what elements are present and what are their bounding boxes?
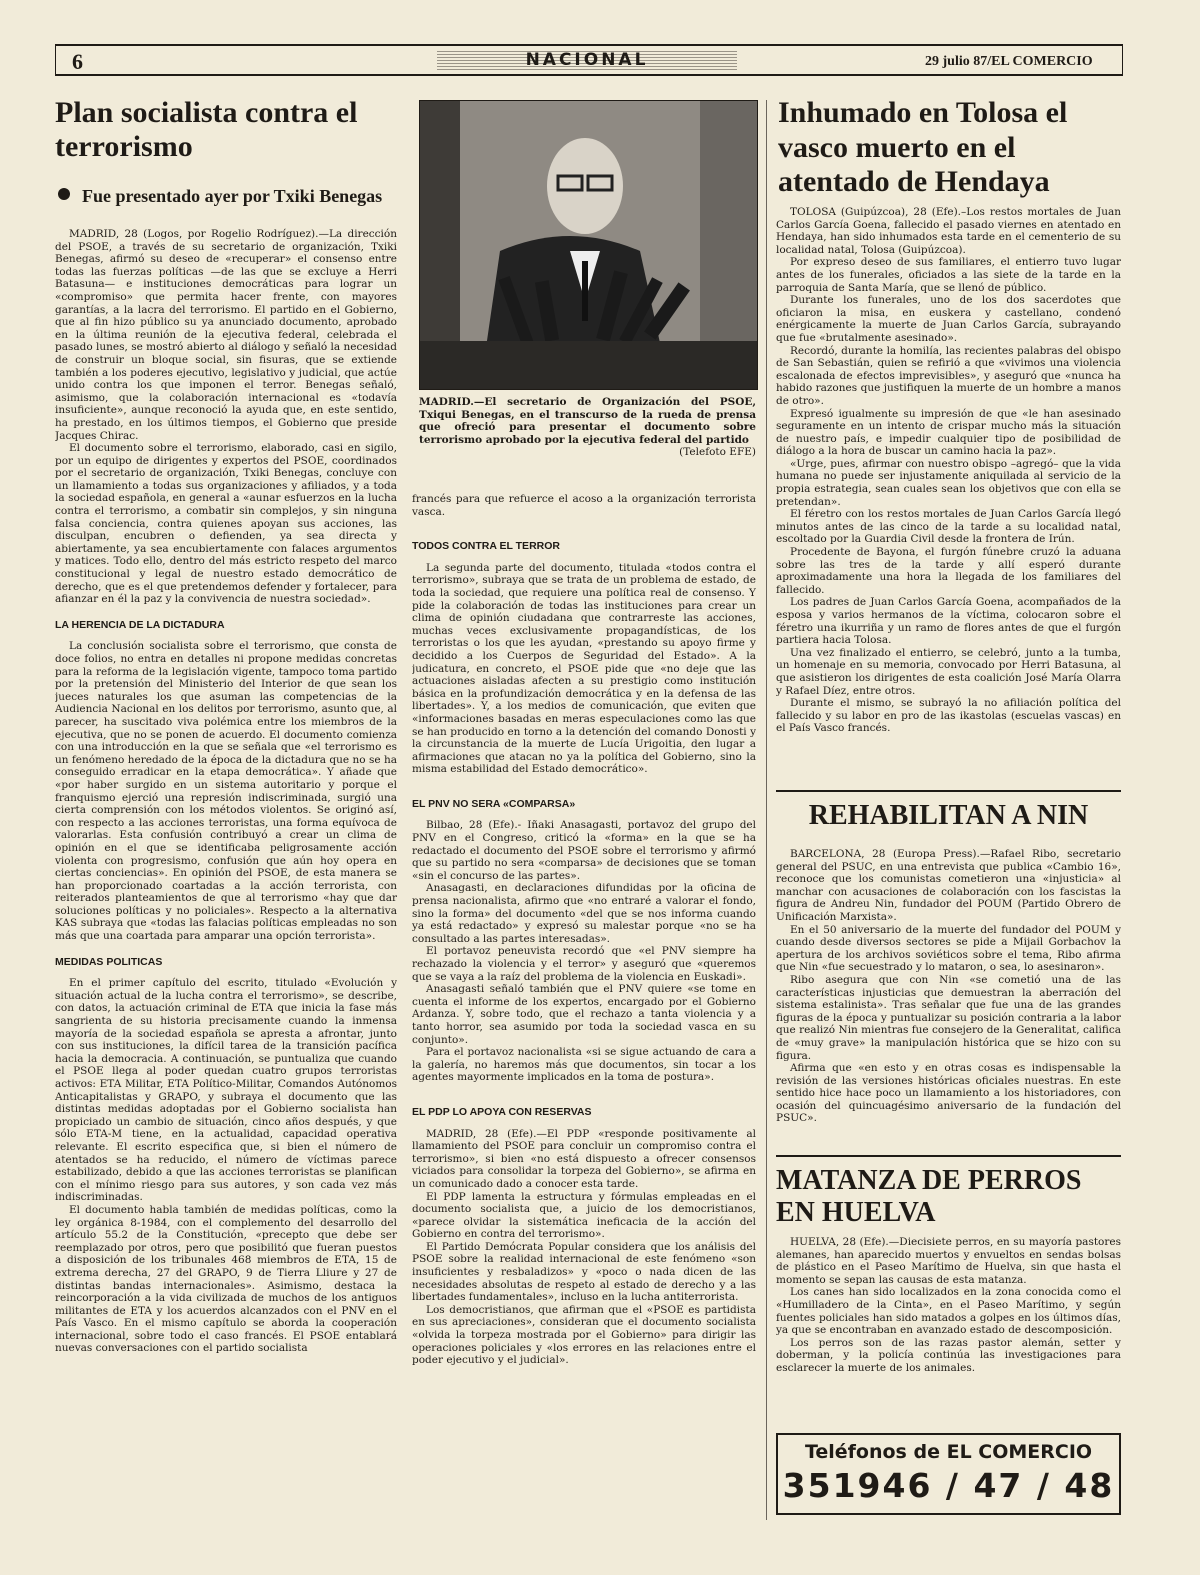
- subheading-todos: TODOS CONTRA EL TERROR: [412, 540, 560, 553]
- paragraph: Procedente de Bayona, el furgón fúnebre cruzó la aduana sobre las tres de la tarde y allí esperó durante aproximadamente una hora la llegada de los familiares del fallecido.: [776, 546, 1121, 596]
- phone-number: 351946 / 47 / 48: [782, 1466, 1115, 1505]
- section-label: NACIONAL: [437, 50, 737, 70]
- paragraph: Recordó, durante la homilía, las recientes palabras del obispo de San Sebastián, quien se refirió a que «vivimos una violencia escalonada de efectos imprevisibles», y aseguró que «nunca ha habido razones que justifiquen la muerte de un hombre a manos de otro».: [776, 344, 1121, 407]
- press-conference-photo: [419, 100, 758, 390]
- inhumado-headline: Inhumado en Tolosa el vasco muerto en el atentado de Hendaya: [778, 96, 1068, 198]
- photo-illustration: [420, 101, 757, 389]
- main-headline: Plan socialista contra el terrorismo: [55, 96, 358, 163]
- paragraph: MADRID, 28 (Efe).—El PDP «responde positivamente al llamamiento del PSOE para concluir un compromiso contra el terrorismo», si bien «no está dispuesto a ofrecer consensos viciados para consolidar la torpeza del Gobierno», se afirma en un comunicado dado a conocer esta tarde.: [412, 1127, 756, 1190]
- paragraph: Anasagasti señaló también que el PNV quiere «se tome en cuenta el informe de los expertos, encargado por el Gobierno Ardanza. Y, sobre todo, que el rechazo a tanta violencia y a tanto horror, sea asumido por toda la sociedad vasca en su conjunto».: [412, 983, 756, 1046]
- paragraph: Los democristianos, que afirman que el «PSOE es partidista en sus apreciaciones», consideran que el documento socialista «olvida la torpeza mostrada por el Gobierno» para dirigir las operaciones policiales y «los errores en las relaciones entre el poder ejecutivo y el judicial».: [412, 1303, 756, 1367]
- paragraph: Para el portavoz nacionalista «si se sigue actuando de cara a la galería, no haremos más que documentos, sin tocar a los agentes mayormente implicados en la toma de postura».: [412, 1046, 756, 1084]
- paragraph: BARCELONA, 28 (Europa Press).—Rafael Ribo, secretario general del PSUC, en una entrevista que publica «Cambio 16», reconoce que los comunistas cometieron una «injusticia» al manchar con acusaciones de colaboración con los fascistas la figura de Andreu Nin, fundador del POUM (Partido Obrero de Unificación Marxista».: [776, 848, 1121, 923]
- paragraph: Expresó igualmente su impresión de que «le han asesinado seguramente en un intento de crispar mucho más la situación de nuestro país, e impedir cualquier tipo de posibilidad de diálogo a la hora de buscar un camino hacia la paz».: [776, 407, 1121, 458]
- nin-headline: REHABILITAN A NIN: [808, 800, 1089, 831]
- nin-article: [776, 848, 1121, 1150]
- paragraph: HUELVA, 28 (Efe).—Diecisiete perros, en su mayoría pastores alemanes, han aparecido muertos y envueltos en sendas bolsas de plástico en el Paseo Marítimo de Huelva, sin que hasta el momento se sepan las causas de esta matanza.: [776, 1236, 1121, 1286]
- subheading-medidas: MEDIDAS POLITICAS: [55, 955, 163, 968]
- paragraph: Una vez finalizado el entierro, se celebró, junto a la tumba, un homenaje en su memoria, convocado por Herri Batasuna, al que asistieron los dirigentes de esta coalición José María Olarra y Rafael Díez, entre otros.: [776, 646, 1121, 697]
- bullet-icon: [58, 188, 70, 200]
- main-column-2: [412, 493, 756, 1525]
- paragraph: Los padres de Juan Carlos García Goena, acompañados de la esposa y varios hermanos de la víctima, colocaron sobre el féretro una ikurriña y un ramo de flores antes de que el furgón partiera hacia Tolosa.: [776, 596, 1121, 647]
- paragraph: Afirma que «en esto y en otras cosas es indispensable la revisión de las versiones históricas oficiales nuestras. En este sentido hice hace poco un llamamiento a los historiadores, con ocasión del quincuagésimo aniversario de la fundación del PSUC».: [776, 1062, 1121, 1125]
- perros-headline: MATANZA DE PERROS EN HUELVA: [776, 1165, 1082, 1229]
- paragraph: Durante los funerales, uno de los dos sacerdotes que oficiaron la misa, en euskera y castellano, condenó enérgicamente la muerte de Juan Carlos García, subrayando que fue «brutalmente asesinado».: [776, 294, 1121, 344]
- main-subheadline: Fue presentado ayer por Txiki Benegas: [58, 186, 398, 207]
- subheading-herencia: LA HERENCIA DE LA DICTADURA: [55, 618, 225, 631]
- paragraph: Bilbao, 28 (Efe).- Iñaki Anasagasti, portavoz del grupo del PNV en el Congreso, criticó la «forma» en la que se ha redactado el documento del PSOE sobre el terrorismo y afirmó que su partido no sera «comparsa» de decisiones que se toman «sin el concurso de las partes».: [412, 819, 756, 882]
- paragraph: El portavoz peneuvista recordó que «el PNV siempre ha rechazado la violencia y el terror» y aseguró que «queremos que se vaya a la raíz del problema de la violencia en Euskadi».: [412, 945, 756, 983]
- paragraph: El documento sobre el terrorismo, elaborado, casi en sigilo, por un equipo de dirigentes y expertos del PSOE, coordinados por el secretario de organización, Txiki Benegas, concluye con un llamamiento a todas sus organizaciones y afiliados, y a toda la sociedad española, en general a «aunar esfuerzos en la lucha contra el terrorismo, a combatir sin complejos, y sin ninguna falsa conciencia, contra quienes apoyan sus acciones, las disculpan, encubren o defienden, ya sea directa y abiertamente, ya sea encubiertamente con falaces argumentos y matices. Todo ello, dentro del más estricto respeto del marco constitucional y legal de nuestro estado democrático de derecho, que es el que pretendemos defender y fortalecer, para afianzar en él la paz y la convivencia de nuestra sociedad».: [55, 442, 397, 606]
- paragraph: En el 50 aniversario de la muerte del fundador del POUM y cuando desde diversos sectores se pide a Mijail Gorbachov la apertura de los archivos soviéticos sobre el tema, Ribo afirma que Nin «fue secuestrado y lo mataron, o sea, lo asesinaron».: [776, 923, 1121, 974]
- paragraph: El documento habla también de medidas políticas, como la ley orgánica 8-1984, con el complemento del desarrollo del artículo 55.2 de la Constitución, «precepto que debe ser reemplazado por otros, pero que posibilitó que fueran puestos a disposición de los tribunales 468 miembros de ETA, 15 de extrema derecha, 27 del GRAPO, 9 de Tierra Lliure y 27 de distintas bandas internacionales». Asimismo, destaca la reincorporación a la vida civilizada de muchos de los antiguos militantes de ETA y los acuerdos alcanzados con el PNV en el País Vasco. En el mismo capítulo se aborda la cooperación internacional, sobre todo el caso francés. El PSOE entablará nuevas conversaciones con el partido socialista: [55, 1203, 397, 1355]
- phone-box: [776, 1433, 1121, 1515]
- photo-caption: MADRID.—El secretario de Organización del PSOE, Txiqui Benegas, en el transcurso de la rueda de prensa que ofreció para presentar el documento sobre terrorismo aprobado por la ejecutiva federal del partido (Telefoto EFE): [419, 396, 756, 459]
- paragraph: El Partido Demócrata Popular considera que los análisis del PSOE sobre la realidad internacional de este fenómeno «son insuficientes y resbaladizos» y «poco o nada dicen de las necesidades absolutas de respeto al estado de derecho y a las libertades fundamentales», incluso en la lucha antiterrorista.: [412, 1240, 756, 1304]
- dateline: 29 julio 87/EL COMERCIO: [925, 54, 1093, 69]
- paragraph: francés para que refuerce el acoso a la organización terrorista vasca.: [412, 493, 756, 518]
- subheading-pdp: EL PDP LO APOYA CON RESERVAS: [412, 1105, 592, 1118]
- photo-credit: (Telefoto EFE): [679, 446, 756, 459]
- paragraph: Por expreso deseo de sus familiares, el entierro tuvo lugar antes de los funerales, oficiados a las siete de la tarde en la parroquia de Santa María, que se llenó de público.: [776, 256, 1121, 294]
- paragraph: TOLOSA (Guipúzcoa), 28 (Efe).–Los restos mortales de Juan Carlos García Goena, fallecido el pasado viernes en atentado en Hendaya, han sido inhumados esta tarde en el cementerio de su localidad natal, Tolosa (Guipúzcoa).: [776, 206, 1121, 256]
- paragraph: Durante el mismo, se subrayó la no afiliación política del fallecido y su labor en pro de las ikastolas (escuelas vascas) en el País Vasco francés.: [776, 697, 1121, 735]
- paragraph: En el primer capítulo del escrito, titulado «Evolución y situación actual de la lucha contra el terrorismo», se describe, con datos, la actuación criminal de ETA que inicia la fase más sangrienta de su historia precisamente cuando la inmensa mayoría de la sociedad española se apresta a afrontar, junto con sus instituciones, la difícil tarea de la transición pacífica hacia la democracia. A continuación, se puntualiza que cuando el PSOE llega al poder quedan cuatro grupos terroristas activos: ETA Militar, ETA Político-Militar, Comandos Autónomos Anticapitalistas y GRAPO, y subraya el documento que las distintas medidas adoptadas por el Gobierno socialista han propiciado un cambio de situación, cinco años después, y que sólo ETA-M tiene, en la actualidad, capacidad operativa relevante. El escrito especifica que, si bien el número de atentados se ha reducido, el número de víctimas parece estabilizado, debido a que las acciones terroristas se planifican con el mínimo riesgo para sus autores, y son cada vez más indiscriminadas.: [55, 977, 397, 1204]
- paragraph: Anasagasti, en declaraciones difundidas por la oficina de prensa nacionalista, afirmo que «no entraré a valorar el fondo, sino la forma» del documento «del que se nos informa cuando ya está redactado» y expresó su malestar porque «no se ha consultado a las partes interesadas».: [412, 882, 756, 945]
- paragraph: «Urge, pues, afirmar con nuestro obispo –agregó– que la vida humana no puede ser injustamente aniquilada al servicio de la propia estrategia, sean cuales sean los objetivos que con ella se pretendan».: [776, 457, 1121, 508]
- perros-article: [776, 1236, 1121, 1418]
- main-column-1: [55, 228, 397, 1525]
- paragraph: Los canes han sido localizados en la zona conocida como el «Humilladero de la Cinta», en el Paseo Marítimo, y según fuentes policiales han sido matados a golpes en los últimos días, ya que se encontraban en avanzado estado de descomposición.: [776, 1286, 1121, 1337]
- paragraph: Los perros son de las razas pastor alemán, setter y doberman, y la policía continúa las investigaciones para esclarecer la muerte de los animales.: [776, 1336, 1121, 1374]
- paragraph: El PDP lamenta la estructura y fórmulas empleadas en el documento socialista que, a juicio de los democristianos, «parece olvidar la sistemática ineficacia de la acción del Gobierno en contra del terrorismo».: [412, 1190, 756, 1241]
- paragraph: El féretro con los restos mortales de Juan Carlos García llegó minutos antes de las cinco de la tarde a su localidad natal, escoltado por la Guardia Civil desde la frontera de Irún.: [776, 508, 1121, 546]
- subheading-pnv: EL PNV NO SERA «COMPARSA»: [412, 797, 576, 810]
- phone-title: Teléfonos de EL COMERCIO: [804, 1441, 1093, 1463]
- paragraph: La conclusión socialista sobre el terrorismo, que consta de doce folios, no entra en detalles ni propone medidas concretas para la reforma de la legislación vigente, tampoco toma partido por la pretensión del Ministerio del Interior de que sean los jueces naturales los que asuman las competencias de la Audiencia Nacional en los delitos por terrorismo, asunto que, al parecer, ha suscitado viva polémica entre los miembros de la ejecutiva, que no se ponen de acuerdo. El documento comienza con una introducción en la que se señala que «el terrorismo es un fenómeno heredado de la época de la dictadura que no se ha conseguido erradicar en la etapa democrática». Y añade que «por haber surgido en un sistema autoritario y porque el franquismo ejerció una represión indiscriminada, surgió una cierta comprensión con los métodos violentos. Se originó así, con respecto a las acciones terroristas, una forma equívoca de valorarlas. Esta confusión contribuyó a crear un clima de opinión en el que se identificaba peligrosamente acción violenta con progresismo, confusión que aún hoy opera en ciertas conciencias». En opinión del PSOE, de esta manera se han proporcionado coartadas a la acción terrorista, con reiterados planteamientos de que al terrorismo «hay que dar soluciones políticas y no policiales». Respecto a la alternativa KAS subraya que «todas las falacias políticas empleadas no son más que una coartada para amparar una opción terrorista».: [55, 640, 397, 943]
- inhumado-article: [776, 206, 1121, 782]
- paragraph: MADRID, 28 (Logos, por Rogelio Rodríguez).—La dirección del PSOE, a través de su secretario de organización, Txiki Benegas, afirmó su deseo de «recuperar» el consenso entre todas las fuerzas políticas —de las que se excluye a Herri Batasuna— e instituciones democráticas para lograr un «compromiso» que permita hacer frente, con mayores garantías, a la lacra del terrorismo. El partido en el Gobierno, que al fin hizo público su ya anunciado documento, aprobado en la última reunión de la ejecutiva federal, celebrada el pasado lunes, se mostró abierto al diálogo y señaló la necesidad de construir un bloque social, sin fisuras, que se extiende también a los poderes ejecutivo, legislativo y judicial, que actúe unido contra los que imponen el terror. Benegas señaló, asimismo, que la colaboración internacional es «todavía insuficiente», aunque reconoció la ayuda que, en este sentido, ha prestado, en los últimos tiempos, el Gobierno que preside Jacques Chirac.: [55, 228, 397, 442]
- page-number: 6: [72, 49, 83, 74]
- paragraph: Ribo asegura que con Nin «se cometió una de las características injusticias que demuestran la aberración del sistema estalinista». Tras señalar que fue una de las grandes figuras de la época y puntualizar su posición contraria a la labor que realizó Nin mientras fue consejero de la Generalitat, califica de «muy grave» la manipulación histórica que se hizo con su figura.: [776, 973, 1121, 1062]
- paragraph: La segunda parte del documento, titulada «todos contra el terrorismo», subraya que se trata de un problema de estado, de toda la sociedad, que requiere una política real de consenso. Y pide la colaboración de todas las instituciones para crear un clima de opinión ciudadana que contrarreste las acciones, muchas veces exclusivamente propagandísticas, de los terroristas o los que les ayudan, «prestando su apoyo firme y decidido a los Cuerpos de Seguridad del Estado». A la judicatura, en concreto, el PSOE pide que «no deje que las actuaciones aisladas afecten a su prestigio como institución básica en la profundización democrática y en la defensa de las libertades». Y, a los medios de comunicación, que eviten que «informaciones basadas en meras especulaciones como las que se han producido en torno a la detención del comando Donosti y la circunstancia de la muerte de Lucía Urigoitia, den lugar a afirmaciones que atacan no ya la política del Gobierno, sino la misma estabilidad del Estado democrático».: [412, 561, 756, 776]
